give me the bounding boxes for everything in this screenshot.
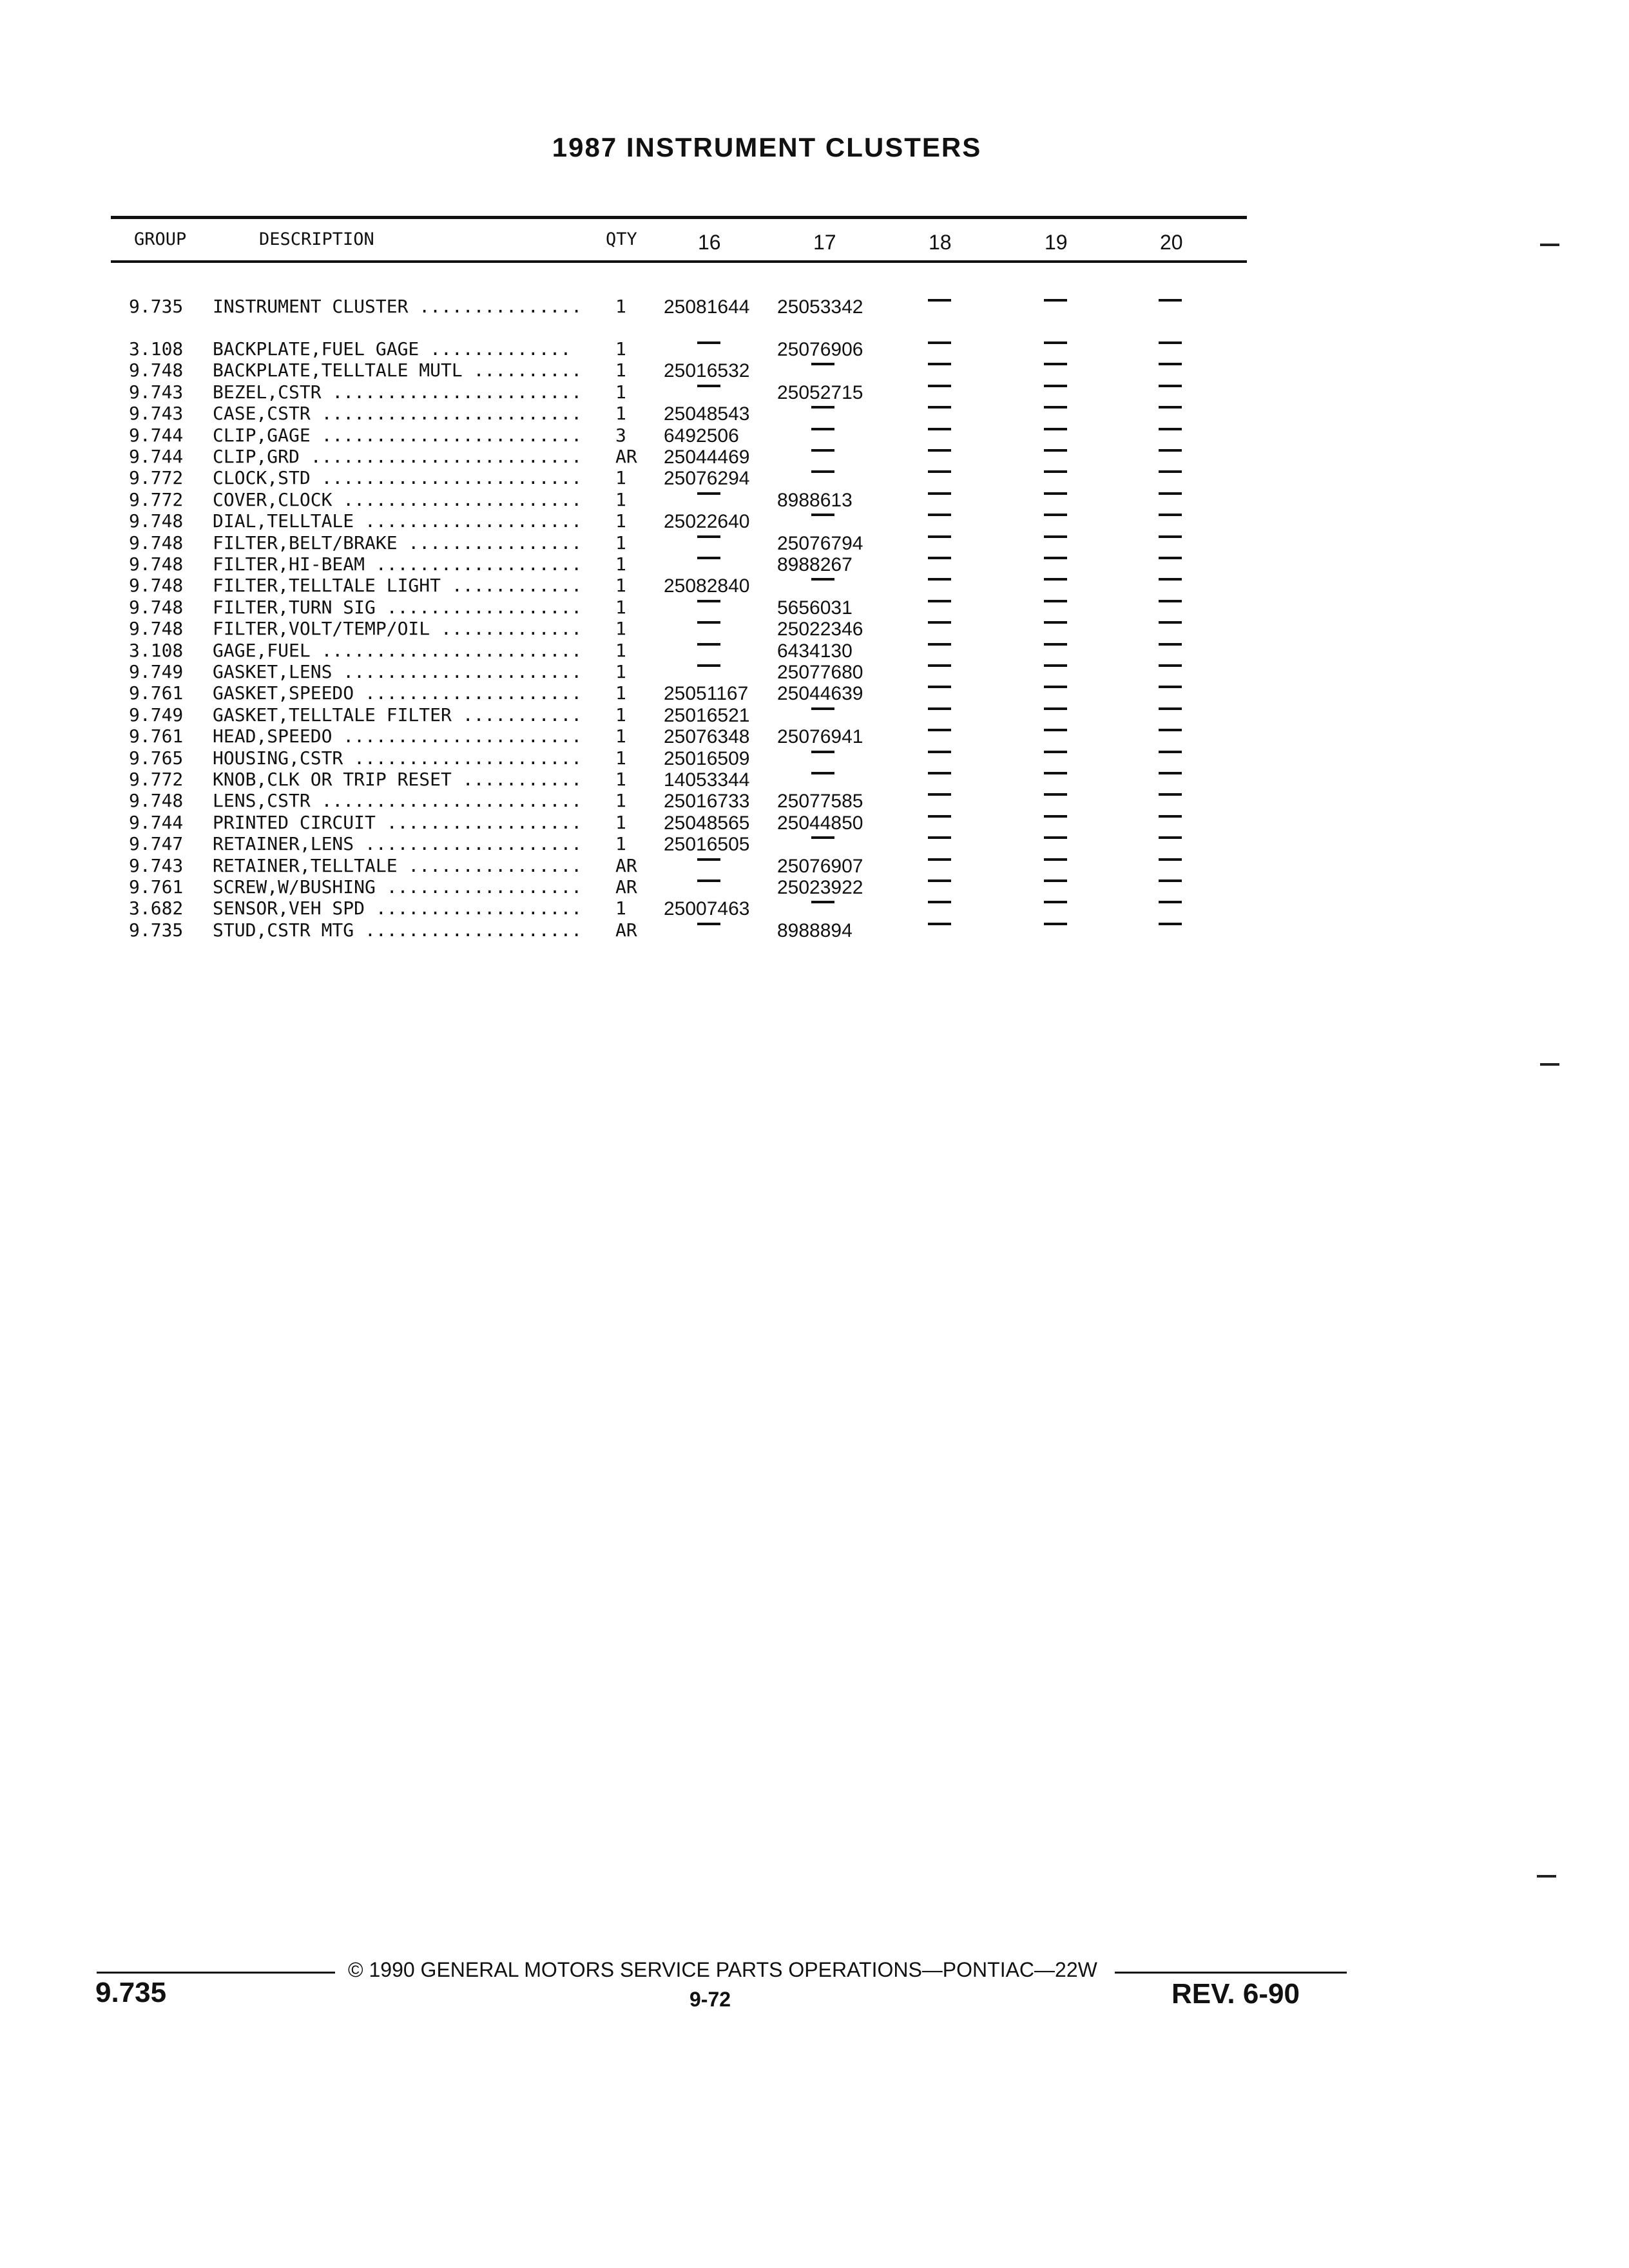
cell-c19-not-applicable [1044,836,1067,839]
cell-group: 9.772 [129,467,184,489]
cell-description: RETAINER,LENS .................... [213,833,583,855]
cell-c20-not-applicable [1159,923,1182,925]
cell-c19-not-applicable [1044,470,1067,473]
cell-c17: 5656031 [777,597,853,619]
cell-c20-not-applicable [1159,514,1182,516]
cell-c19-not-applicable [1044,406,1067,408]
cell-group: 9.748 [129,360,184,381]
cell-c18-not-applicable [928,729,951,731]
cell-c18-not-applicable [928,299,951,302]
cell-c16: 25044469 [664,447,750,468]
cell-description: HOUSING,CSTR ..................... [213,747,583,769]
cell-c20-not-applicable [1159,363,1182,365]
cell-description: HEAD,SPEEDO ...................... [213,726,583,747]
cell-c18-not-applicable [928,363,951,365]
cell-c16-not-applicable [697,535,720,538]
cell-description: BACKPLATE,TELLTALE MUTL .......... [213,360,583,381]
cell-c20-not-applicable [1159,707,1182,710]
header-description: DESCRIPTION [259,229,374,249]
cell-c16: 6492506 [664,425,739,447]
cell-c19-not-applicable [1044,621,1067,624]
cell-c20-not-applicable [1159,621,1182,624]
cell-c19-not-applicable [1044,879,1067,882]
cell-qty: 1 [615,747,626,769]
cell-description: COVER,CLOCK ...................... [213,488,583,510]
cell-c19-not-applicable [1044,664,1067,667]
cell-c20-not-applicable [1159,406,1182,408]
cell-c19-not-applicable [1044,385,1067,387]
cell-c17-not-applicable [811,514,834,516]
cell-c17: 25077680 [777,662,863,683]
cell-c17: 25053342 [777,296,863,318]
cell-qty: 1 [615,338,626,360]
cell-c18-not-applicable [928,470,951,473]
cell-qty: 1 [615,467,626,489]
cell-c20-not-applicable [1159,643,1182,646]
cell-c20-not-applicable [1159,836,1182,839]
cell-c17: 25022346 [777,619,863,640]
cell-qty: 1 [615,596,626,618]
cell-c16: 25081644 [664,296,750,318]
cell-group: 9.761 [129,682,184,704]
cell-c17-not-applicable [811,707,834,710]
cell-description: FILTER,BELT/BRAKE ................ [213,532,583,553]
cell-c18-not-applicable [928,514,951,516]
cell-qty: 1 [615,704,626,726]
cell-c17: 25044850 [777,812,863,834]
cell-c18-not-applicable [928,385,951,387]
cell-c20-not-applicable [1159,815,1182,818]
footer-rule-left [97,1972,335,1974]
cell-c16-not-applicable [697,492,720,495]
cell-c19-not-applicable [1044,858,1067,861]
cell-c19-not-applicable [1044,363,1067,365]
cell-description: CLOCK,STD ........................ [213,467,583,489]
cell-c20-not-applicable [1159,470,1182,473]
cell-c20-not-applicable [1159,901,1182,903]
cell-description: FILTER,TELLTALE LIGHT ............ [213,575,583,597]
cell-c19-not-applicable [1044,901,1067,903]
cell-group: 3.108 [129,338,184,360]
cell-qty: AR [615,919,637,941]
cell-c17: 25044639 [777,683,863,705]
cell-c18-not-applicable [928,686,951,688]
cell-description: GASKET,LENS ...................... [213,661,583,682]
cell-c19-not-applicable [1044,514,1067,516]
table-header-rule [111,260,1247,263]
cell-group: 9.743 [129,403,184,425]
header-col-19: 19 [1045,231,1068,254]
cell-c20-not-applicable [1159,299,1182,302]
cell-c16-not-applicable [697,879,720,882]
cell-c19-not-applicable [1044,341,1067,344]
cell-c18-not-applicable [928,406,951,408]
cell-c18-not-applicable [928,858,951,861]
cell-group: 9.761 [129,726,184,747]
cell-c18-not-applicable [928,600,951,602]
cell-c18-not-applicable [928,923,951,925]
cell-c20-not-applicable [1159,729,1182,731]
cell-c16: 25007463 [664,898,750,920]
cell-group: 9.772 [129,488,184,510]
cell-qty: 3 [615,424,626,446]
cell-c19-not-applicable [1044,428,1067,430]
header-col-16: 16 [698,231,721,254]
cell-group: 9.748 [129,596,184,618]
cell-qty: AR [615,876,637,898]
header-col-17: 17 [813,231,836,254]
cell-c17: 25076907 [777,855,863,877]
cell-c19-not-applicable [1044,751,1067,753]
cell-c16-not-applicable [697,385,720,387]
cell-c16: 25076348 [664,726,750,748]
cell-qty: 1 [615,360,626,381]
cell-c16: 25016532 [664,360,750,382]
cell-qty: 1 [615,898,626,919]
cell-qty: 1 [615,811,626,833]
cell-c18-not-applicable [928,621,951,624]
cell-qty: 1 [615,381,626,403]
cell-qty: 1 [615,661,626,682]
cell-description: SENSOR,VEH SPD ................... [213,898,583,919]
header-qty: QTY [606,229,637,249]
cell-c16: 25016509 [664,747,750,769]
cell-group: 9.748 [129,510,184,532]
cell-group: 9.748 [129,618,184,640]
footer-page-number: 9-72 [689,1988,731,2011]
cell-c20-not-applicable [1159,751,1182,753]
cell-c17-not-applicable [811,772,834,774]
cell-qty: 1 [615,488,626,510]
cell-c20-not-applicable [1159,686,1182,688]
cell-c18-not-applicable [928,793,951,796]
footer-revision: REV. 6-90 [1171,1978,1300,2010]
cell-c16-not-applicable [697,643,720,646]
cell-group: 9.747 [129,833,184,855]
cell-description: LENS,CSTR ........................ [213,790,583,812]
cell-description: FILTER,VOLT/TEMP/OIL ............. [213,618,583,640]
cell-c20-not-applicable [1159,341,1182,344]
cell-qty: 1 [615,769,626,790]
cell-c20-not-applicable [1159,858,1182,861]
cell-description: DIAL,TELLTALE .................... [213,510,583,532]
cell-c18-not-applicable [928,578,951,581]
cell-group: 9.748 [129,553,184,575]
cell-c18-not-applicable [928,341,951,344]
cell-c18-not-applicable [928,751,951,753]
cell-description: FILTER,HI-BEAM ................... [213,553,583,575]
cell-c19-not-applicable [1044,600,1067,602]
cell-c18-not-applicable [928,664,951,667]
cell-qty: 1 [615,532,626,553]
cell-qty: 1 [615,833,626,855]
cell-c17-not-applicable [811,470,834,473]
cell-c19-not-applicable [1044,686,1067,688]
cell-c18-not-applicable [928,772,951,774]
cell-group: 9.761 [129,876,184,898]
cell-c20-not-applicable [1159,557,1182,559]
cell-c18-not-applicable [928,879,951,882]
cell-c17-not-applicable [811,901,834,903]
cell-description: BACKPLATE,FUEL GAGE ............. [213,338,572,360]
cell-qty: 1 [615,726,626,747]
cell-c16: 25022640 [664,511,750,533]
cell-c19-not-applicable [1044,729,1067,731]
cell-c20-not-applicable [1159,385,1182,387]
cell-qty: 1 [615,575,626,597]
cell-description: INSTRUMENT CLUSTER ............... [213,296,583,317]
cell-description: CLIP,GAGE ........................ [213,424,583,446]
table-top-rule [111,216,1247,219]
cell-c16: 25076294 [664,468,750,490]
cell-c18-not-applicable [928,428,951,430]
cell-description: CLIP,GRD ......................... [213,446,583,467]
cell-group: 9.748 [129,790,184,812]
cell-c19-not-applicable [1044,643,1067,646]
cell-c16-not-applicable [697,664,720,667]
cell-c19-not-applicable [1044,815,1067,818]
cell-c18-not-applicable [928,492,951,495]
cell-c17-not-applicable [811,428,834,430]
cell-c19-not-applicable [1044,923,1067,925]
cell-qty: AR [615,446,637,467]
cell-qty: 1 [615,618,626,640]
cell-description: GASKET,TELLTALE FILTER ........... [213,704,583,726]
cell-c16-not-applicable [697,557,720,559]
cell-description: STUD,CSTR MTG .................... [213,919,583,941]
cell-c18-not-applicable [928,901,951,903]
cell-c18-not-applicable [928,535,951,538]
cell-group: 9.735 [129,919,184,941]
footer-copyright: © 1990 GENERAL MOTORS SERVICE PARTS OPERATIONS—PONTIAC—22W [348,1958,1097,1981]
cell-c16: 25051167 [664,683,749,705]
cell-c20-not-applicable [1159,428,1182,430]
cell-group: 9.772 [129,769,184,790]
cell-group: 9.765 [129,747,184,769]
cell-qty: 1 [615,403,626,425]
cell-c17: 25076794 [777,532,863,554]
cell-c20-not-applicable [1159,664,1182,667]
cell-c16-not-applicable [697,621,720,624]
cell-group: 9.749 [129,661,184,682]
cell-c17: 8988267 [777,554,853,575]
cell-c19-not-applicable [1044,535,1067,538]
cell-c17: 8988613 [777,489,853,511]
cell-group: 9.744 [129,446,184,467]
cell-c17-not-applicable [811,363,834,365]
cell-c16-not-applicable [697,600,720,602]
cell-qty: 1 [615,296,626,317]
header-group: GROUP [134,229,187,249]
cell-group: 9.744 [129,424,184,446]
header-col-18: 18 [929,231,952,254]
cell-c19-not-applicable [1044,492,1067,495]
margin-mark [1540,244,1559,246]
cell-c17-not-applicable [811,578,834,581]
cell-c20-not-applicable [1159,772,1182,774]
cell-group: 9.743 [129,854,184,876]
cell-c17: 25077585 [777,791,863,812]
cell-c19-not-applicable [1044,707,1067,710]
cell-c17: 25076906 [777,339,863,360]
cell-description: GAGE,FUEL ........................ [213,639,583,661]
cell-c19-not-applicable [1044,557,1067,559]
cell-c17: 25023922 [777,877,863,898]
cell-description: BEZEL,CSTR ....................... [213,381,583,403]
cell-qty: 1 [615,510,626,532]
cell-description: RETAINER,TELLTALE ................ [213,854,583,876]
margin-mark [1537,1875,1556,1878]
cell-c16: 25082840 [664,575,750,597]
cell-group: 3.108 [129,639,184,661]
cell-c16: 14053344 [664,769,750,791]
cell-c19-not-applicable [1044,578,1067,581]
footer-group-number: 9.735 [95,1977,167,2008]
cell-c18-not-applicable [928,643,951,646]
cell-c19-not-applicable [1044,449,1067,452]
cell-description: CASE,CSTR ........................ [213,403,583,425]
cell-qty: 1 [615,682,626,704]
cell-c16-not-applicable [697,858,720,861]
cell-c16: 25016733 [664,791,750,812]
cell-c20-not-applicable [1159,600,1182,602]
cell-c20-not-applicable [1159,492,1182,495]
cell-c16-not-applicable [697,923,720,925]
cell-c20-not-applicable [1159,535,1182,538]
cell-description: KNOB,CLK OR TRIP RESET ........... [213,769,583,790]
header-col-20: 20 [1160,231,1183,254]
cell-c16-not-applicable [697,341,720,344]
footer-rule-right [1115,1972,1347,1974]
cell-c17: 25076941 [777,726,863,748]
cell-qty: 1 [615,553,626,575]
cell-c17: 8988894 [777,919,853,941]
cell-group: 9.748 [129,532,184,553]
cell-c16: 25048543 [664,403,750,425]
cell-c20-not-applicable [1159,449,1182,452]
cell-c18-not-applicable [928,449,951,452]
cell-group: 9.743 [129,381,184,403]
cell-description: PRINTED CIRCUIT .................. [213,811,583,833]
cell-group: 9.735 [129,296,184,317]
cell-description: FILTER,TURN SIG .................. [213,596,583,618]
cell-c17: 25052715 [777,381,863,403]
cell-c20-not-applicable [1159,879,1182,882]
cell-c18-not-applicable [928,815,951,818]
cell-c16: 25016521 [664,704,750,726]
cell-c16: 25016505 [664,834,750,856]
cell-qty: 1 [615,790,626,812]
cell-c18-not-applicable [928,707,951,710]
cell-group: 9.749 [129,704,184,726]
cell-c20-not-applicable [1159,578,1182,581]
cell-c19-not-applicable [1044,299,1067,302]
cell-description: GASKET,SPEEDO .................... [213,682,583,704]
cell-group: 9.744 [129,811,184,833]
cell-c20-not-applicable [1159,793,1182,796]
cell-group: 3.682 [129,898,184,919]
cell-c18-not-applicable [928,836,951,839]
margin-mark [1540,1063,1559,1066]
cell-qty: AR [615,854,637,876]
cell-c19-not-applicable [1044,772,1067,774]
page-title: 1987 INSTRUMENT CLUSTERS [552,132,982,162]
cell-c16: 25048565 [664,812,750,834]
cell-c17-not-applicable [811,449,834,452]
cell-c17-not-applicable [811,406,834,408]
cell-c18-not-applicable [928,557,951,559]
cell-c19-not-applicable [1044,793,1067,796]
cell-c17-not-applicable [811,836,834,839]
cell-description: SCREW,W/BUSHING .................. [213,876,583,898]
cell-qty: 1 [615,639,626,661]
cell-group: 9.748 [129,575,184,597]
cell-c17: 6434130 [777,640,853,662]
cell-c17-not-applicable [811,751,834,753]
